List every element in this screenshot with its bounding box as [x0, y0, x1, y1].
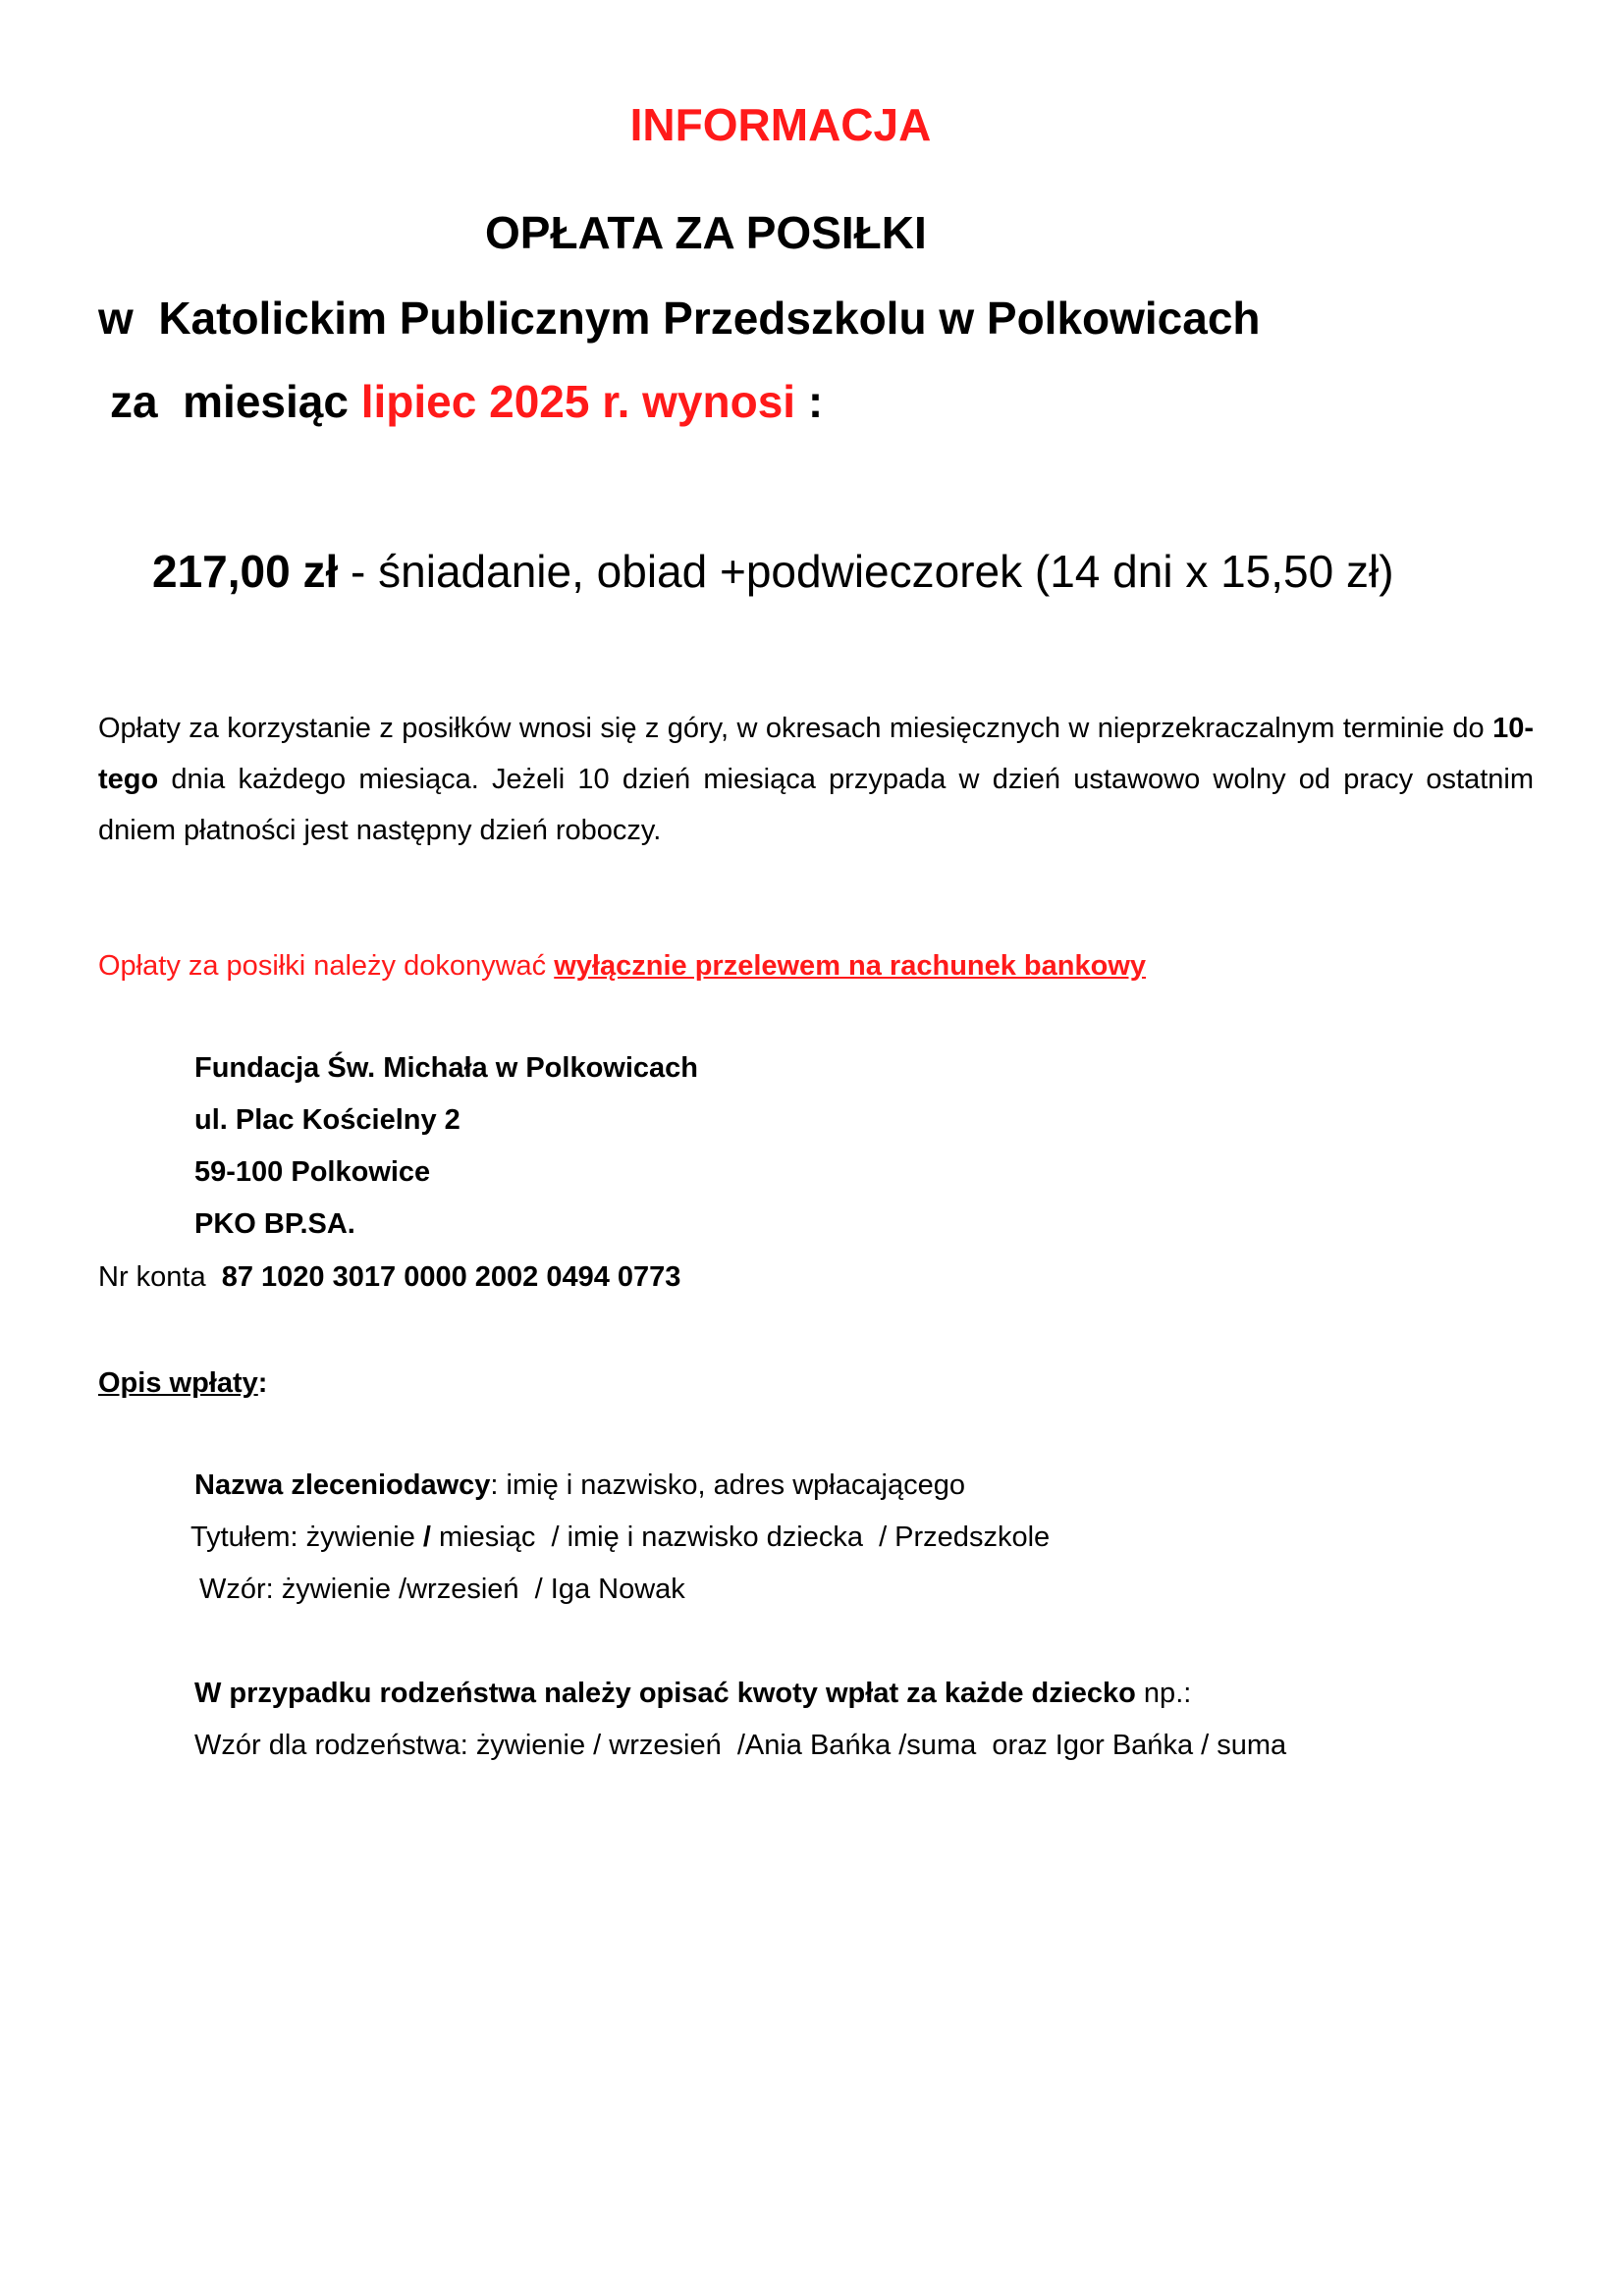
- payment-method: [98, 950, 1146, 983]
- price-line: [152, 545, 1394, 598]
- heading-institution: w Katolickim Publicznym Przedszkolu w Polkowicach: [98, 293, 1261, 344]
- transfer-description-heading: [98, 1367, 267, 1400]
- address-city: 59-100 Polkowice: [194, 1156, 431, 1188]
- tytul-b: miesiąc / imię i nazwisko dziecka / Przedszkole: [430, 1522, 1051, 1553]
- heading-period-prefix: za miesiąc: [110, 376, 361, 427]
- address-street: ul. Plac Kościelny 2: [194, 1104, 460, 1136]
- siblings-bold: W przypadku rodzeństwa należy opisać kwoty wpłat za każde dziecko: [194, 1678, 1136, 1709]
- address-bank: PKO BP.SA.: [194, 1208, 355, 1240]
- heading-period: [110, 375, 823, 428]
- heading-fee: OPŁATA ZA POSIŁKI: [485, 207, 927, 258]
- paragraph-deadline: 10-tego: [98, 713, 1534, 795]
- account-label: Nr konta: [98, 1261, 206, 1293]
- payment-transfer-only: wyłącznie przelewem na rachunek bankowy: [554, 950, 1147, 982]
- account-line: [98, 1261, 680, 1294]
- address-name: Fundacja Św. Michała w Polkowicach: [194, 1052, 699, 1084]
- price-description: śniadanie, obiad +podwieczorek (14 dni x 15,50 zł): [378, 546, 1394, 597]
- opis-colon: :: [257, 1367, 268, 1399]
- tytul-a: Tytułem: żywienie: [190, 1522, 423, 1553]
- instruction-siblings-example: Wzór dla rodzeństwa: żywienie / wrzesień /Ania Bańka /suma oraz Igor Bańka / suma: [194, 1730, 1287, 1761]
- payment-text: Opłaty za posiłki należy dokonywać: [98, 950, 555, 982]
- nazwa-label: Nazwa zleceniodawcy: [194, 1469, 491, 1501]
- price-amount: 217,00 zł: [152, 546, 339, 597]
- heading-period-month: lipiec 2025 r. wynosi: [360, 376, 796, 427]
- paragraph-part2: dnia każdego miesiąca. Jeżeli 10 dzień miesiąca przypada w dzień ustawowo wolny od pracy ostatnim dniem płatności jest następny dzień roboczy.: [98, 764, 1534, 846]
- nazwa-text: : imię i nazwisko, adres wpłacającego: [490, 1469, 965, 1501]
- instruction-tytul: [190, 1522, 1050, 1554]
- instruction-nazwa: [194, 1469, 965, 1502]
- paragraph-part1: Opłaty za korzystanie z posiłków wnosi się z góry, w okresach miesięcznych w nieprzekraczalnym terminie do: [98, 713, 1493, 744]
- price-separator: -: [338, 546, 379, 597]
- account-number: 87 1020 3017 0000 2002 0494 0773: [221, 1261, 681, 1293]
- heading-period-suffix: :: [795, 376, 824, 427]
- opis-label: Opis wpłaty: [98, 1367, 258, 1399]
- tytul-slash: /: [422, 1522, 431, 1553]
- payment-terms-paragraph: [98, 703, 1534, 856]
- document-title: INFORMACJA: [629, 99, 932, 150]
- instruction-wzor: Wzór: żywienie /wrzesień / Iga Nowak: [199, 1574, 685, 1605]
- instruction-siblings: [194, 1678, 1191, 1710]
- siblings-text: np.:: [1135, 1678, 1192, 1709]
